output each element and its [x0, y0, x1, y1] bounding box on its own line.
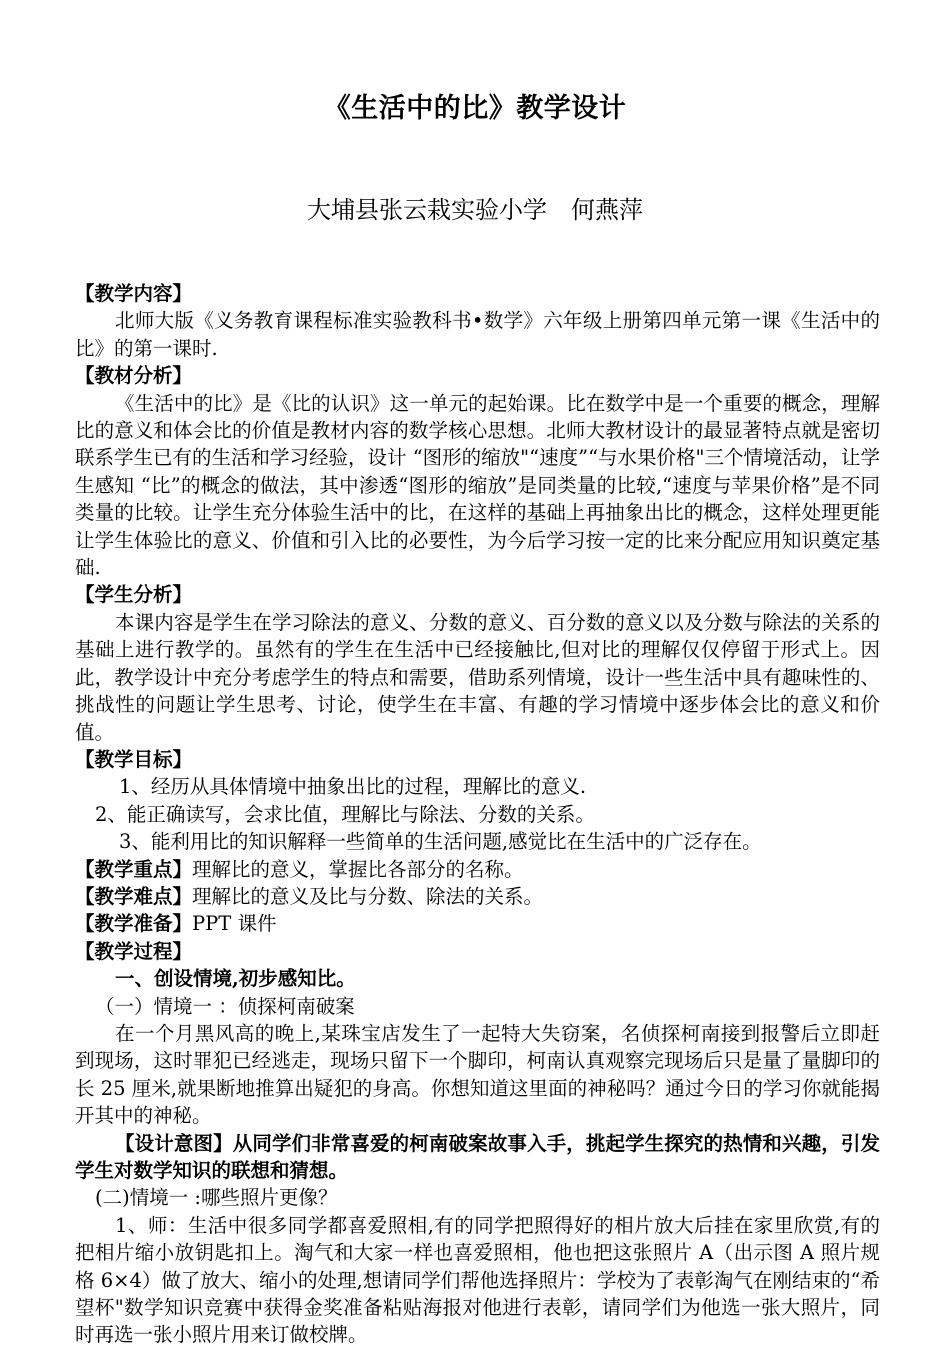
key-point-text: 理解比的意义，掌握比各部分的名称。: [192, 857, 524, 881]
author-line: 大埔县张云栽实验小学 何燕萍: [307, 196, 643, 224]
design-intent-paragraph: 【设计意图】从同学们非常喜爱的柯南破案故事入手，挑起学生探究的热情和兴趣，引发学生对数学知识的联想和猜想。: [75, 1131, 880, 1182]
section-heading-content: 【教学内容】: [75, 282, 193, 305]
step-1-heading: 一、创设情境,初步感知比。: [115, 967, 356, 991]
prep-line: [75, 910, 880, 937]
section-heading-prep: 【教学准备】: [75, 912, 193, 936]
difficulty-text: 理解比的意义及比与分数、除法的关系。: [192, 884, 544, 908]
material-paragraph: 《生活中的比》是《比的认识》这一单元的起始课。比在数学中是一个重要的概念，理解比的意义和体会比的价值是教材内容的数学核心思想。北师大教材设计的最显著特点就是密切联系学生已有的生活和学习经验，设计 “图形的缩放"“速度”“与水果价格"三个情境活动，让学生感知 “比”的概念的做法，其中渗透“图形的缩放”是同类量的比较,“速度与苹果价格”是不同类量的比较。让学生充分体验生活中的比，在这样的基础上再抽象出比的概念，这样处理更能让学生体验比的意义、价值和引入比的必要性，为今后学习按一定的比来分配应用知识奠定基础.: [75, 391, 881, 580]
key-point-line: [75, 856, 880, 883]
content-paragraph: 北师大版《义务教育课程标准实验教科书•数学》六年级上册第四单元第一课《生活中的比》的第一课时.: [75, 309, 880, 360]
section-heading-student: 【学生分析】: [75, 583, 193, 607]
document-body: [75, 280, 880, 1349]
scene-2-heading: (二)情境一 :哪些照片更像？: [95, 1186, 338, 1210]
section-heading-goals: 【教学目标】: [75, 747, 193, 771]
section-heading-material: 【教材分析】: [75, 364, 193, 388]
section-heading-difficulty: 【教学难点】: [75, 884, 193, 908]
goal-item-1: 1、经历从具体情境中抽象出比的过程，理解比的意义.: [119, 775, 587, 799]
scene-1-heading: （一）情境一 ：侦探柯南破案: [95, 994, 355, 1018]
section-heading-process: 【教学过程】: [75, 939, 193, 963]
prep-text: PPT 课件: [192, 912, 277, 936]
document-title: 《生活中的比》教学设计: [323, 93, 627, 124]
goal-item-3: 3、能利用比的知识解释一些简单的生活问题,感觉比在生活中的广泛存在。: [119, 830, 762, 854]
difficulty-line: [75, 883, 880, 910]
goal-item-2: 2、能正确读写，会求比值，理解比与除法、分数的关系。: [95, 802, 595, 826]
scene-2-paragraph: 1、师：生活中很多同学都喜爱照相,有的同学把照得好的相片放大后挂在家里欣赏,有的把相片缩小放钥匙扣上。淘气和大家一样也喜爱照相，他也把这张照片 A（出示图 A 照片规格 6×4）做了放大、缩小的处理,想请同学们帮他选择照片：学校为了表彰淘气在刚结束的“希望杯"数学知识竞赛中获得金奖准备粘贴海报对他进行表彰，请同学们为他选一张大照片，同时再选一张小照片用来订做校牌。: [75, 1213, 880, 1347]
student-paragraph: 本课内容是学生在学习除法的意义、分数的意义、百分数的意义以及分数与除法的关系的基础上进行教学的。虽然有的学生在生活中已经接触比,但对比的理解仅仅停留于形式上。因此，教学设计中充分考虑学生的特点和需要，借助系列情境，设计一些生活中具有趣味性的、挑战性的问题让学生思考、讨论，使学生在丰富、有趣的学习情境中逐步体会比的意义和价值。: [75, 610, 880, 744]
scene-1-paragraph: 在一个月黑风高的晚上,某珠宝店发生了一起特大失窃案，名侦探柯南接到报警后立即赶到现场，这时罪犯已经逃走，现场只留下一个脚印，柯南认真观察完现场后只是量了量脚印的长 25 厘米,就果断地推算出疑犯的身高。你想知道这里面的神秘吗？通过今日的学习你就能揭开其中的神秘。: [75, 1021, 880, 1128]
section-heading-key: 【教学重点】: [75, 857, 193, 881]
